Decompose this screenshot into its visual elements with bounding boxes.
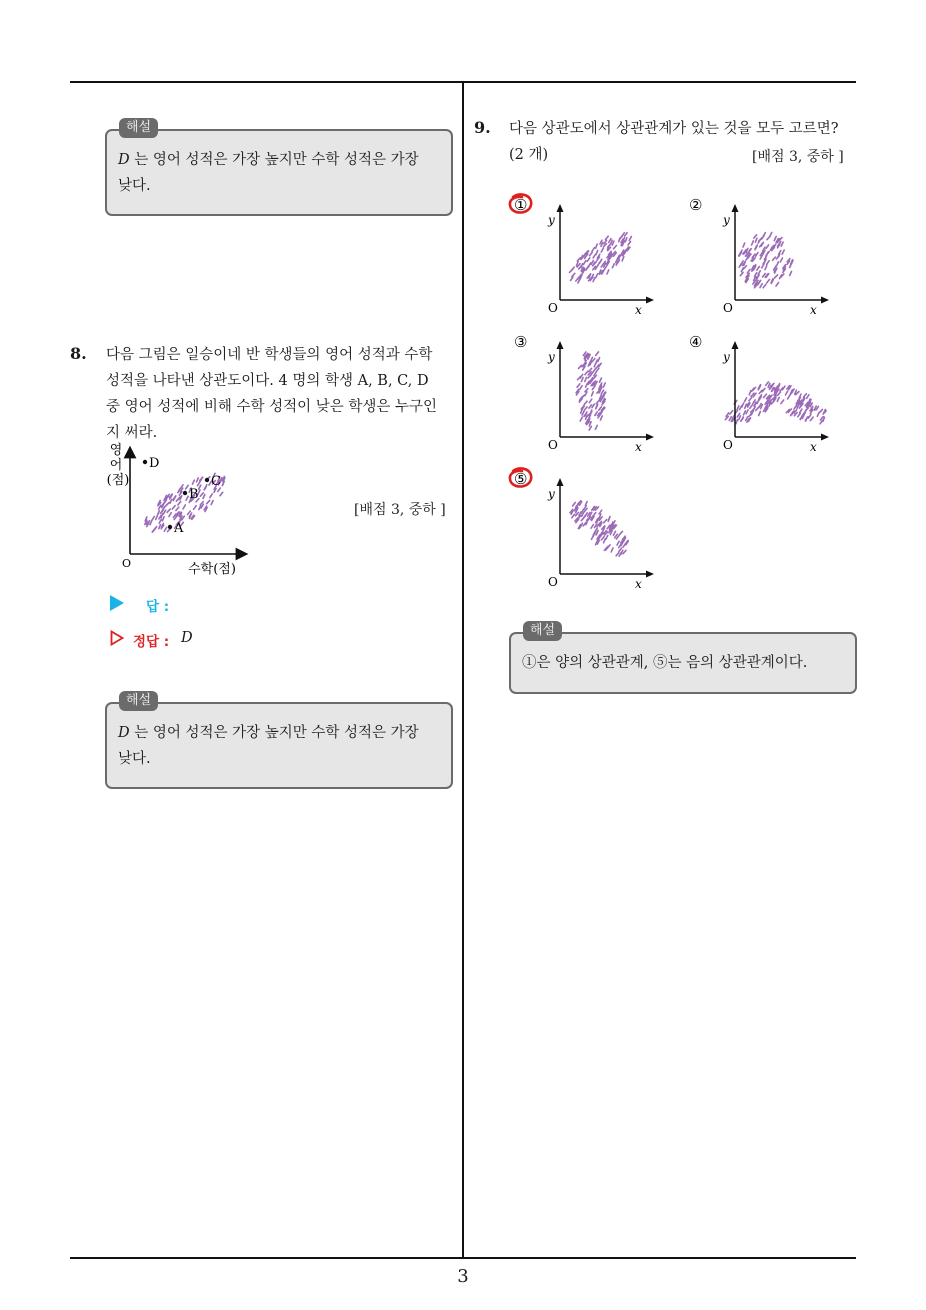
scatter-dot xyxy=(770,233,772,237)
scatter-dot xyxy=(599,510,602,514)
scatter-dot xyxy=(744,261,746,265)
q8-dot xyxy=(173,496,176,500)
scatter-dot xyxy=(806,417,808,421)
scatter-dot xyxy=(607,270,609,274)
scatter-dot xyxy=(777,262,779,266)
question-number-8: 8. xyxy=(70,344,87,363)
q8-dot xyxy=(203,495,205,499)
question-9-line2: (2 개) xyxy=(509,147,549,163)
q9-plot-4 xyxy=(680,325,840,465)
q8-dot xyxy=(170,499,172,503)
q8-label-a: A xyxy=(174,521,184,536)
scatter-dot xyxy=(788,395,790,399)
scatter-dot xyxy=(774,275,777,278)
scatter-dot xyxy=(750,405,753,409)
q9-plot-2 xyxy=(680,188,840,328)
scatter-dot xyxy=(612,241,614,245)
scatter-dot xyxy=(730,411,733,414)
correct-value: D xyxy=(181,630,193,646)
q8-ylabel-bot: (점) xyxy=(106,473,130,488)
scatter-dot xyxy=(596,531,598,535)
scatter-dot xyxy=(570,269,573,272)
scatter-dot xyxy=(585,371,588,374)
scatter-dot xyxy=(781,400,784,404)
scatter-dot xyxy=(599,514,601,518)
scatter-dot xyxy=(799,405,802,409)
q8-dot xyxy=(169,513,171,517)
scatter-dot xyxy=(629,237,631,241)
scatter-dot xyxy=(605,236,608,239)
scatter-dot xyxy=(759,390,762,393)
scatter-dot xyxy=(582,395,585,398)
q8-dot xyxy=(211,501,213,505)
scatter-dot xyxy=(729,417,731,421)
scatter-dot xyxy=(590,410,592,414)
plot-y-label: y xyxy=(723,213,730,227)
scatter-dot xyxy=(596,404,598,408)
scatter-dot xyxy=(757,399,759,403)
q8-dot xyxy=(186,496,188,500)
q9-plot-1-dots xyxy=(570,233,632,283)
scatter-dot xyxy=(766,382,769,386)
q8-scatter-chart xyxy=(100,442,260,582)
scatter-dot xyxy=(571,277,574,281)
scatter-dot xyxy=(580,386,582,390)
scatter-dot xyxy=(809,414,811,418)
scatter-dot xyxy=(577,384,580,387)
scatter-dot xyxy=(619,548,622,552)
plot-x-label: x xyxy=(810,440,817,454)
scatter-dot xyxy=(601,537,604,540)
plot-y-label: y xyxy=(723,350,730,364)
scatter-dot xyxy=(791,412,793,416)
correct-triangle-icon xyxy=(110,630,124,650)
scatter-dot xyxy=(762,264,764,268)
scatter-dot xyxy=(601,390,603,394)
scatter-dot xyxy=(737,406,739,410)
q8-dot xyxy=(204,486,206,490)
scatter-dot xyxy=(591,525,594,529)
scatter-dot xyxy=(594,363,596,367)
scatter-dot xyxy=(580,417,582,421)
q8-dot xyxy=(166,502,169,505)
scatter-dot xyxy=(600,259,602,263)
scatter-dot xyxy=(584,261,586,265)
scatter-dot xyxy=(756,407,759,410)
q8-label-b: B xyxy=(189,487,199,502)
scatter-dot xyxy=(582,411,584,415)
plot-label: ③ xyxy=(514,333,528,351)
scatter-dot xyxy=(745,404,747,408)
scatter-dot xyxy=(604,383,606,387)
scatter-dot xyxy=(579,365,582,368)
scatter-dot xyxy=(757,267,760,271)
q8-origin: O xyxy=(122,557,132,570)
plot-origin: O xyxy=(723,438,733,452)
q9-plot-2-dots xyxy=(739,233,793,288)
plot-origin: O xyxy=(548,575,558,589)
q8-point-d xyxy=(143,460,147,464)
scatter-dot xyxy=(777,397,779,401)
scatter-dot xyxy=(763,284,766,288)
scatter-dot xyxy=(596,400,599,403)
plot-x-arrow xyxy=(646,297,654,304)
scatter-dot xyxy=(613,531,615,535)
scatter-dot xyxy=(810,417,813,421)
plot-x-label: x xyxy=(810,303,817,317)
scatter-dot xyxy=(584,407,587,410)
scatter-dot xyxy=(628,242,631,246)
q8-dot xyxy=(153,528,156,532)
scatter-dot xyxy=(623,550,626,553)
explanation-text: ①은 양의 상관관계, ⑤는 음의 상관관계이다. xyxy=(522,655,808,671)
q8-dot xyxy=(197,478,199,482)
scatter-dot xyxy=(819,409,822,412)
scatter-dot xyxy=(619,544,622,548)
q8-dot xyxy=(162,517,164,521)
q8-dot xyxy=(220,492,223,496)
scatter-dot xyxy=(778,384,780,388)
scatter-dot xyxy=(767,261,769,265)
plot-y-arrow xyxy=(732,341,739,349)
scatter-dot xyxy=(758,239,760,243)
scatter-dot xyxy=(577,258,580,261)
scatter-dot xyxy=(759,385,761,389)
scatter-dot xyxy=(612,264,614,268)
scatter-dot xyxy=(589,405,592,409)
q9-plot-5-dots xyxy=(570,501,628,556)
q8-dot xyxy=(152,517,154,521)
scatter-dot xyxy=(606,535,608,539)
scatter-dot xyxy=(758,271,760,275)
scatter-dot xyxy=(586,383,588,387)
scatter-dot xyxy=(620,531,623,534)
q8-dot xyxy=(160,510,163,513)
scatter-dot xyxy=(742,403,744,407)
page-number: 3 xyxy=(457,1266,469,1287)
q8-dot xyxy=(167,509,170,512)
scatter-dot xyxy=(751,388,754,391)
plot-x-arrow xyxy=(646,571,654,578)
q8-dot xyxy=(194,506,197,510)
column-divider xyxy=(462,82,464,1259)
scatter-dot xyxy=(739,263,741,267)
scatter-dot xyxy=(779,242,781,246)
scatter-dot xyxy=(741,418,744,422)
scatter-dot xyxy=(755,238,757,242)
question-9-line1: 다음 상관도에서 상관관계가 있는 것을 모두 고르면? xyxy=(509,121,839,137)
scatter-dot xyxy=(768,383,770,387)
scatter-dot xyxy=(790,271,792,275)
scatter-dot xyxy=(586,267,589,271)
scatter-dot xyxy=(759,412,761,416)
question-number-9: 9. xyxy=(474,118,491,137)
scatter-dot xyxy=(786,391,788,395)
scatter-dot xyxy=(614,246,617,249)
q8-dot xyxy=(199,485,201,489)
scatter-dot xyxy=(755,245,757,249)
scatter-dot xyxy=(739,416,741,420)
scatter-dot xyxy=(774,237,776,241)
scatter-dot xyxy=(572,514,575,517)
scatter-dot xyxy=(776,256,779,259)
scatter-dot xyxy=(622,257,624,261)
plot-y-arrow xyxy=(732,204,739,212)
q8-dot xyxy=(162,504,164,508)
q8-label-d: D xyxy=(149,456,160,471)
q8-point-a xyxy=(168,525,172,529)
scatter-dot xyxy=(581,517,584,520)
plot-y-label: y xyxy=(548,350,555,364)
scatter-dot xyxy=(778,392,781,395)
q8-dot xyxy=(200,477,202,481)
q9-plot-3 xyxy=(505,325,665,465)
q8-dot xyxy=(172,506,175,509)
q8-dot xyxy=(159,505,161,509)
plot-origin: O xyxy=(548,438,558,452)
explanation-tag: 해설 xyxy=(523,621,562,641)
plot-origin: O xyxy=(548,301,558,315)
plot-x-label: x xyxy=(635,440,642,454)
explanation-box-q9 xyxy=(509,632,857,694)
scatter-dot xyxy=(581,378,583,382)
correct-label: 정답 : xyxy=(133,634,170,650)
scatter-dot xyxy=(754,235,757,238)
plot-origin: O xyxy=(723,301,733,315)
scatter-dot xyxy=(617,541,619,545)
q9-plot-3-dots xyxy=(576,352,606,430)
scatter-dot xyxy=(598,358,600,362)
scatter-dot xyxy=(578,377,581,380)
question-8-text: 다음 그림은 일승이네 반 학생들의 영어 성적과 수학 성적을 나타낸 상관도이다. 4 명의 학생 A, B, C, D 중 영어 성적에 비해 수학 성적이 낮은 학생은 누구인 지 써라. xyxy=(106,347,438,441)
scatter-dot xyxy=(593,254,596,258)
scatter-dot xyxy=(593,278,595,282)
scatter-dot xyxy=(752,241,754,245)
plot-x-arrow xyxy=(821,434,829,441)
q8-xlabel: 수학(점) xyxy=(188,562,236,577)
scatter-dot xyxy=(623,544,625,548)
scatter-dot xyxy=(611,240,613,244)
scatter-dot xyxy=(782,250,784,254)
scatter-dot xyxy=(744,411,746,415)
scatter-dot xyxy=(608,517,610,521)
scatter-dot xyxy=(775,269,777,273)
scatter-dot xyxy=(736,420,738,424)
q8-ylabel-top: 영 xyxy=(109,443,123,458)
q8-meta: [배점 3, 중하 ] xyxy=(354,502,446,518)
q8-dot xyxy=(178,502,181,505)
q8-dot xyxy=(200,493,203,496)
scatter-dot xyxy=(596,352,599,356)
scatter-dot xyxy=(763,274,766,278)
scatter-dot xyxy=(739,252,741,256)
explanation-text: D 는 영어 성적은 가장 높지만 수학 성적은 가장 낮다. xyxy=(118,725,419,767)
scatter-dot xyxy=(761,242,763,246)
q8-dot xyxy=(207,500,210,503)
scatter-dot xyxy=(763,233,765,237)
answer-arrow-icon xyxy=(110,595,124,611)
scatter-dot xyxy=(798,413,801,417)
scatter-dot xyxy=(780,388,783,391)
plot-x-label: x xyxy=(635,577,642,591)
scatter-dot xyxy=(764,394,767,397)
q8-dot xyxy=(186,485,189,489)
scatter-dot xyxy=(767,280,770,283)
bottom-rule xyxy=(70,1257,856,1259)
scatter-dot xyxy=(604,520,607,523)
plot-y-arrow xyxy=(557,341,564,349)
scatter-dot xyxy=(781,242,783,246)
plot-label: ② xyxy=(689,196,703,214)
scatter-dot xyxy=(601,248,603,252)
plot-x-arrow xyxy=(646,434,654,441)
plot-label: ① xyxy=(514,196,528,214)
q9-meta: [배점 3, 중하 ] xyxy=(752,149,844,165)
explanation-box-top xyxy=(105,129,453,216)
scatter-dot xyxy=(747,270,750,274)
plot-y-label: y xyxy=(548,213,555,227)
scatter-dot xyxy=(746,410,748,414)
scatter-dot xyxy=(760,284,762,288)
q8-dot xyxy=(163,510,165,514)
q8-label-c: C xyxy=(211,474,221,489)
q8-dot xyxy=(198,482,200,486)
scatter-dot xyxy=(749,398,752,401)
q8-dot xyxy=(156,515,158,519)
scatter-dot xyxy=(596,244,598,248)
explanation-tag: 해설 xyxy=(119,118,158,138)
q8-dot xyxy=(164,527,166,531)
scatter-dot xyxy=(766,252,769,256)
scatter-dot xyxy=(765,266,767,270)
scatter-dot xyxy=(780,258,782,262)
scatter-dot xyxy=(573,503,576,507)
q9-plot-1 xyxy=(505,188,665,328)
scatter-dot xyxy=(756,253,758,257)
q8-dot xyxy=(192,480,194,484)
scatter-dot xyxy=(596,368,599,372)
scatter-dot xyxy=(587,258,590,262)
scatter-dot xyxy=(624,249,627,252)
scatter-dot xyxy=(589,399,592,403)
scatter-dot xyxy=(593,368,596,372)
plot-x-label: x xyxy=(635,303,642,317)
plot-y-arrow xyxy=(557,204,564,212)
scatter-dot xyxy=(600,416,602,420)
q8-dot xyxy=(176,498,179,501)
q9-plot-5 xyxy=(505,462,665,602)
scatter-dot xyxy=(625,238,627,242)
plot-y-label: y xyxy=(548,487,555,501)
scatter-dot xyxy=(766,245,769,249)
scatter-dot xyxy=(592,392,594,396)
q8-dot xyxy=(159,525,161,529)
scatter-dot xyxy=(592,386,595,390)
scatter-dot xyxy=(794,406,797,410)
plot-y-arrow xyxy=(557,478,564,486)
scatter-dot xyxy=(595,425,597,429)
scatter-dot xyxy=(807,395,809,399)
explanation-tag: 해설 xyxy=(119,691,158,711)
q8-point-b xyxy=(183,491,187,495)
plot-label: ⑤ xyxy=(514,470,528,488)
scatter-dot xyxy=(753,407,755,411)
q8-dot xyxy=(188,511,191,514)
scatter-dot xyxy=(743,243,745,247)
scatter-dot xyxy=(611,548,613,552)
scatter-dot xyxy=(596,274,598,278)
scatter-dot xyxy=(616,553,619,556)
q8-dot xyxy=(210,494,212,498)
scatter-dot xyxy=(745,398,747,402)
scatter-dot xyxy=(600,378,602,382)
scatter-dot xyxy=(604,539,606,543)
scatter-dot xyxy=(590,252,593,256)
plot-x-arrow xyxy=(821,297,829,304)
answer-label: 답 : xyxy=(146,599,170,615)
plot-label: ④ xyxy=(689,333,703,351)
q8-dot xyxy=(150,521,152,525)
scatter-dot xyxy=(592,248,595,252)
explanation-box-q8 xyxy=(105,702,453,789)
explanation-text: D 는 영어 성적은 가장 높지만 수학 성적은 가장 낮다. xyxy=(118,152,419,194)
q8-dot xyxy=(176,507,179,510)
scatter-dot xyxy=(776,283,779,287)
scatter-dot xyxy=(743,266,746,269)
q9-plot-4-dots xyxy=(725,382,826,424)
scatter-dot xyxy=(773,257,776,260)
scatter-dot xyxy=(585,377,587,381)
scatter-dot xyxy=(619,236,622,239)
scatter-dot xyxy=(584,401,587,404)
scatter-dot xyxy=(790,263,792,267)
scatter-dot xyxy=(589,426,591,430)
q8-dot xyxy=(158,511,160,515)
q8-ylabel-mid: 어 xyxy=(109,458,123,473)
scatter-dot xyxy=(756,276,758,280)
q8-point-c xyxy=(205,478,209,482)
scatter-dot xyxy=(800,409,802,413)
q8-dot xyxy=(159,519,161,523)
scatter-dot xyxy=(740,272,743,275)
scatter-dot xyxy=(790,392,793,395)
q8-dot xyxy=(183,505,185,509)
scatter-dot xyxy=(609,239,611,243)
